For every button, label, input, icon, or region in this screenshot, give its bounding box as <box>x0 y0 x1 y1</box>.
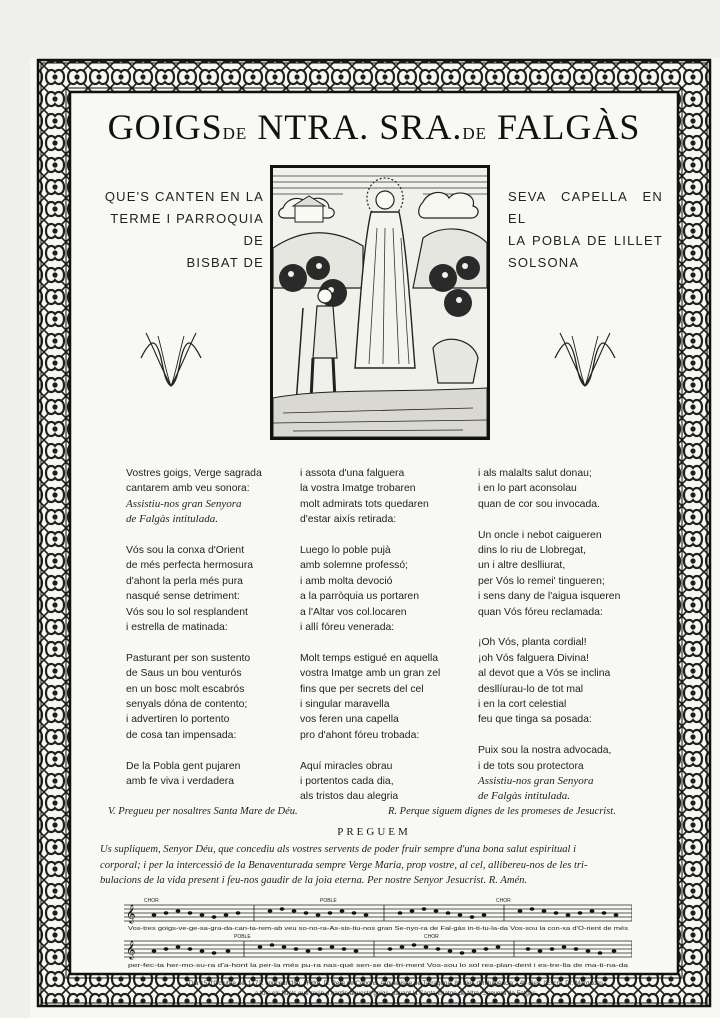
subtitle-right: SEVA CAPELLA EN EL LA POBLA DE LILLET SOLSONA <box>508 189 663 270</box>
flourish-left <box>136 328 206 388</box>
stanza: Vós sou la conxa d'Orient de més perfecta hermosura d'ahont la perla més pura nasqué sense detriment: Vós sou lo sol resplandent i estrella de matinada: <box>126 545 254 634</box>
stanza: Pasturant per son sustento de Saus un bou venturós en un bosc molt escabrós senyals dóna de contento; i advertiren lo portento de cosa tan impensada: <box>126 652 251 741</box>
svg-text:CHOR: CHOR <box>496 898 511 904</box>
subtitle-left: QUE'S CANTEN EN LA TERME I PARROQUIA DE BISBAT DE <box>104 189 264 270</box>
svg-text:𝄞: 𝄞 <box>126 904 136 923</box>
prayer-heading: PREGUEM <box>337 826 411 838</box>
svg-text:𝄞: 𝄞 <box>126 940 136 959</box>
stanza: Un oncle i nebot caigueren dins lo riu de Llobregat, un i altre deslliurat, per Vós lo remei' tingueren; i sens dany de l'aigua isqueren quan Vós fóreu reclamada: <box>478 529 621 618</box>
stanza: ¡Oh Vós, planta cordial! ¡oh Vós falguera Divina! al devot que a Vós se inclina desllíurau-lo de tot mal i en la cort celestial feu que tinga sa posada: <box>478 637 611 726</box>
prayer-text: Us supliquem, Senyor Déu, que concediu als vostres servents de poder fruir sempre d'una bona salut espiritual i corporal; i per la intercessió de la Benaventurada sempre Verge Maria, prop vostre, al cel, allibereu-nos de les tri- bulacions de la vida present i feu-nos gaudir de la joia eterna. Per nostre Senyor Jesucrist. R. Amén. <box>100 844 588 886</box>
verse-column-1 <box>126 466 296 805</box>
stanza: Vostres goigs, Verge sagrada cantarem amb veu sonora: Assistiu-nos gran Senyora de Falgàs intitulada. <box>126 468 262 526</box>
svg-text:Vos-tres goigs-ve-ge-sa-gra-da: Vos-tres goigs-ve-ge-sa-gra-da-can-ta-rem-ab veu so-no-ra-As-sis-tiu-nos gran Se-nyo-ra de Fal-gàs in-ti-tu-la-da Vos-sou la con-xa d'O-rient de més <box>128 926 629 932</box>
stanza: i als malalts salut donau; i en lo part aconsolau quan de cor sou invocada. <box>478 468 600 510</box>
stanza: i assota d'una falguera la vostra Imatge trobaren molt admirats tots quedaren d'estar aixís retirada: <box>300 468 429 526</box>
indulgence-footnote: Dia 15 d'Octubre del 1773, concedí l'Ilm. i Rdm. D. Pere de Copons, Arquebisbe de Tarragona, 80 dies d'indulgència; i 40 dies, l'Excm. Dr. Morgades a tots els fidels que resin o cantin aquests goigs, davant la Santa Imatge de Ntra. Senyora de Falgàs. <box>188 980 604 997</box>
response: R. Perque siguem dignes de les promeses de Jesucrist. <box>388 806 616 817</box>
stanza: Puix sou la nostra advocada, i de tots sou protectora Assistiu-nos gran Senyora de Falgàs intitulada. <box>478 745 612 803</box>
woodcut-image <box>270 165 490 440</box>
flourish-right <box>550 328 620 388</box>
stanza: De la Pobla gent pujaren amb fe viva i verdadera <box>126 760 241 788</box>
verse-column-3 <box>478 466 668 820</box>
stanza: Luego lo poble pujà amb solemne professó; i amb molta devoció a la parròquia us portaren a l'Altar vos col.locaren i allí fóreu venerada: <box>300 545 419 634</box>
stanza: Molt temps estigué en aquella vostra Imatge amb un gran zel fins que per secrets del cel i singular maravella vos feren una capella pro d'ahont fóreu trobada: <box>300 652 441 741</box>
svg-text:per-fec-ta her-mo-su-ra d'a-ho: per-fec-ta her-mo-su-ra d'a-hont la per-la més pu-ra nas-qué sen-se de-tri-ment Vos-sou lo sol res-plan-dent i es-tre-lla de ma-ti-na-da <box>128 963 629 969</box>
svg-text:POBLE: POBLE <box>320 898 337 904</box>
music-score <box>124 897 632 977</box>
svg-text:CHOR: CHOR <box>424 934 439 940</box>
stanza: Aquí miracles obrau i portentos cada dia, als tristos dau alegria <box>300 760 399 803</box>
page-title: GOIGSDE NTRA. SRA.DE FALGÀS <box>107 107 641 147</box>
svg-text:POBLE: POBLE <box>234 934 251 940</box>
svg-text:CHOR: CHOR <box>144 898 159 904</box>
verse-column-2 <box>300 466 475 820</box>
versicle: V. Pregueu per nosaltres Santa Mare de Déu. <box>108 806 298 817</box>
